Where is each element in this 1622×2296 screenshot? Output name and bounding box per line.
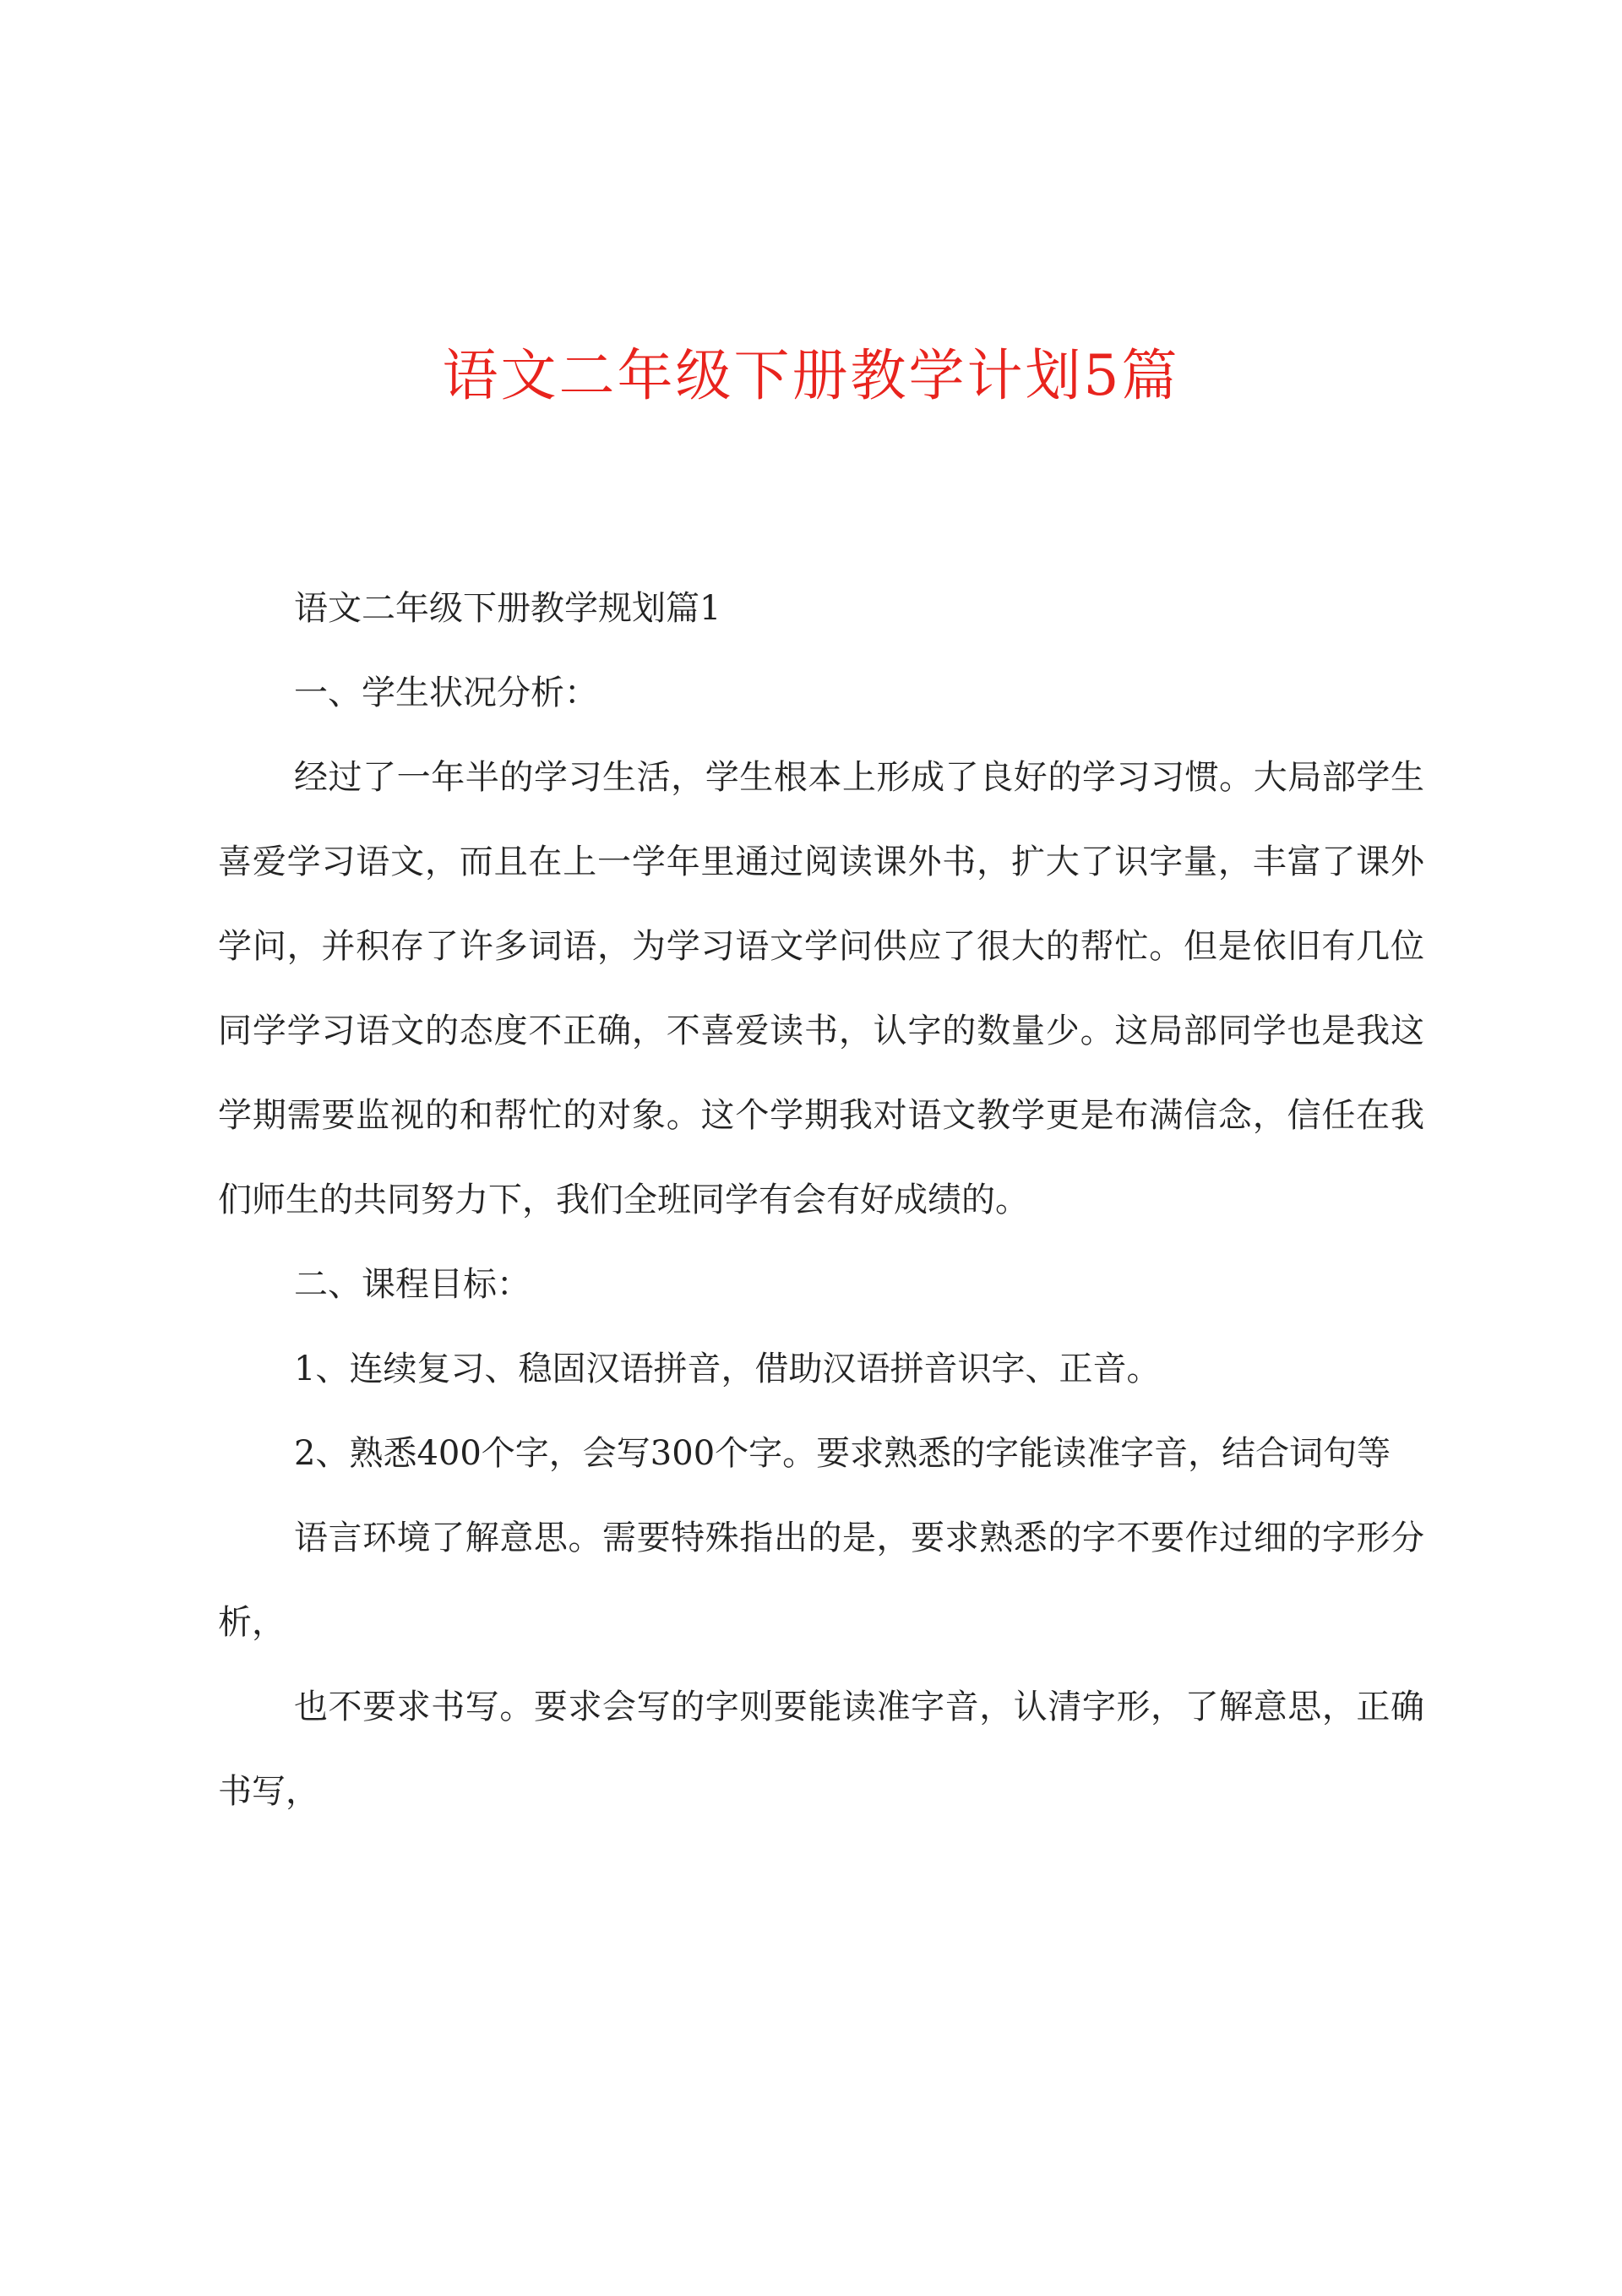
goal-item-2-continued-2: 也不要求书写。要求会写的字则要能读准字音，认清字形，了解意思，正确书写， xyxy=(218,1688,1424,1811)
goal-item-1: 1、连续复习、稳固汉语拼音，借助汉语拼音识字、正音。 xyxy=(294,1350,1161,1388)
goal-item-2-continued: 语言环境了解意思。需要特殊指出的是，要求熟悉的字不要作过细的字形分析， xyxy=(218,1519,1424,1642)
section-heading-plan-1: 语文二年级下册教学规划篇1 xyxy=(294,589,721,628)
paragraph-student-analysis: 经过了一年半的学习生活，学生根本上形成了良好的学习习惯。大局部学生喜爱学习语文，而且在上一学年里通过阅读课外书，扩大了识字量，丰富了课外学问，并积存了许多词语，为学习语文学问供应了很大的帮忙。但是依旧有几位同学学习语文的态度不正确，不喜爱读书，认字的数量少。这局部同学也是我这学期需要监视的和帮忙的对象。这个学期我对语文教学更是布满信念，信任在我们师生的共同努力下，我们全班同学有会有好成绩的。 xyxy=(218,758,1424,1219)
goal-item-2: 2、熟悉400个字，会写300个字。要求熟悉的字能读准字音，结合词句等 xyxy=(294,1434,1391,1473)
document-title: 语文二年级下册教学计划5篇 xyxy=(442,343,1180,408)
section-heading-student-analysis: 一、学生状况分析： xyxy=(294,674,598,712)
section-heading-course-goals: 二、课程目标： xyxy=(294,1265,531,1304)
document-body xyxy=(218,566,1424,1834)
